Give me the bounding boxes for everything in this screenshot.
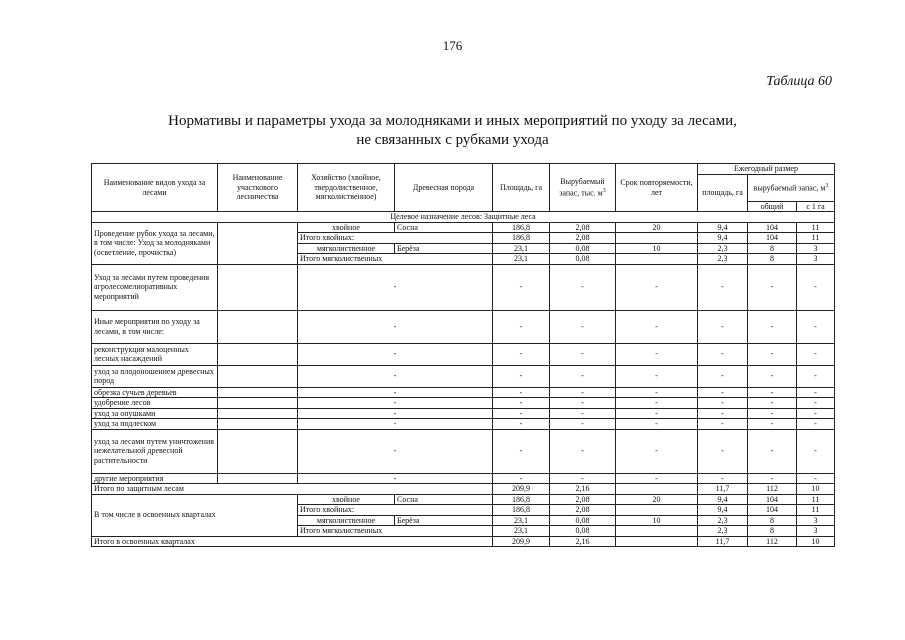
annual-per-ha-cell: 10: [797, 536, 835, 547]
economy-dash: -: [298, 264, 493, 310]
area-cell: 186,8: [493, 494, 550, 505]
stock-cell: 2,08: [550, 233, 616, 244]
period-dash: -: [616, 473, 698, 484]
annual-per-ha-dash: -: [797, 264, 835, 310]
annual-per-ha-cell: 3: [797, 526, 835, 537]
area-dash: -: [493, 419, 550, 430]
annual-total-cell: 8: [748, 243, 797, 254]
annual-area-cell: 2,3: [698, 526, 748, 537]
activity-row: [92, 473, 835, 484]
annual-total-dash: -: [748, 419, 797, 430]
economy-dash: -: [298, 365, 493, 387]
economy-cell: Итого мягколиственных: [298, 526, 493, 537]
forestry-cell: [218, 365, 298, 387]
annual-per-ha-dash: -: [797, 473, 835, 484]
stock-dash: -: [550, 264, 616, 310]
species-cell: Берёза: [395, 515, 493, 526]
economy-dash: -: [298, 387, 493, 398]
annual-area-cell: 9,4: [698, 494, 748, 505]
area-dash: -: [493, 343, 550, 365]
table-caption: Таблица 60: [766, 74, 832, 89]
annual-total-cell: 104: [748, 494, 797, 505]
header-per-ha: с 1 га: [797, 201, 835, 212]
area-dash: -: [493, 398, 550, 409]
stock-dash: -: [550, 387, 616, 398]
section-title: Целевое назначение лесов: Защитные леса: [92, 212, 835, 223]
economy-dash: -: [298, 408, 493, 419]
annual-total-cell: 104: [748, 222, 797, 233]
stock-cell: 0,08: [550, 243, 616, 254]
area-cell: 209,9: [493, 536, 550, 547]
economy-cell: Итого мягколиственных: [298, 254, 493, 265]
developed-label: В том числе в освоенных кварталах: [92, 494, 298, 536]
economy-dash: -: [298, 429, 493, 473]
economy-cell: мягколиственное: [298, 243, 395, 254]
header-economy: Хозяйство (хвойное, твердолиственное, мягколиственное): [298, 164, 395, 212]
area-dash: -: [493, 365, 550, 387]
species-cell: Сосна: [395, 222, 493, 233]
header-activity: Наименование видов ухода за лесами: [92, 164, 218, 212]
activity-cell: удобрение лесов: [92, 398, 218, 409]
period-cell: [616, 526, 698, 537]
annual-per-ha-cell: 3: [797, 254, 835, 265]
economy-cell: хвойное: [298, 222, 395, 233]
annual-total-dash: -: [748, 387, 797, 398]
activity-row: [92, 387, 835, 398]
header-forestry: Наименование участкового лесничества: [218, 164, 298, 212]
stock-cell: 0,08: [550, 515, 616, 526]
stock-dash: -: [550, 310, 616, 343]
economy-dash: -: [298, 343, 493, 365]
annual-total-dash: -: [748, 408, 797, 419]
title-line-2: не связанных с рубками ухода: [356, 132, 549, 148]
annual-per-ha-cell: 11: [797, 505, 835, 516]
area-cell: 23,1: [493, 515, 550, 526]
header-stock-sup: 3: [602, 187, 606, 194]
annual-per-ha-cell: 11: [797, 222, 835, 233]
header-annual-stock-text: вырубаемый запас, м: [753, 183, 826, 193]
economy-cell: мягколиственное: [298, 515, 395, 526]
period-dash: -: [616, 419, 698, 430]
activity-row: [92, 429, 835, 473]
species-cell: Сосна: [395, 494, 493, 505]
stock-cell: 2,16: [550, 536, 616, 547]
stock-dash: -: [550, 365, 616, 387]
forestry-cell: [218, 222, 298, 264]
area-dash: -: [493, 387, 550, 398]
header-area: Площадь, га: [493, 164, 550, 212]
document-title: [0, 112, 905, 150]
annual-area-cell: 11,7: [698, 484, 748, 495]
area-dash: -: [493, 473, 550, 484]
annual-area-dash: -: [698, 408, 748, 419]
stock-cell: 0,08: [550, 254, 616, 265]
annual-total-cell: 104: [748, 233, 797, 244]
stock-dash: -: [550, 473, 616, 484]
forestry-cell: [218, 264, 298, 310]
total-protective-label: Итого по защитным лесам: [92, 484, 493, 495]
annual-total-cell: 8: [748, 254, 797, 265]
stock-dash: -: [550, 398, 616, 409]
forestry-cell: [218, 387, 298, 398]
stock-dash: -: [550, 408, 616, 419]
period-cell: 10: [616, 243, 698, 254]
period-dash: -: [616, 408, 698, 419]
annual-area-cell: 11,7: [698, 536, 748, 547]
annual-per-ha-dash: -: [797, 365, 835, 387]
area-cell: 23,1: [493, 254, 550, 265]
activity-cell: уход за опушками: [92, 408, 218, 419]
area-cell: 186,8: [493, 505, 550, 516]
activity-cell: другие мероприятия: [92, 473, 218, 484]
annual-area-cell: 2,3: [698, 254, 748, 265]
period-dash: -: [616, 387, 698, 398]
annual-per-ha-dash: -: [797, 408, 835, 419]
annual-per-ha-cell: 11: [797, 494, 835, 505]
total-protective-row: [92, 484, 835, 495]
header-annual-area: площадь, га: [698, 174, 748, 212]
stock-cell: 2,08: [550, 505, 616, 516]
total-developed-label: Итого в освоенных кварталах: [92, 536, 493, 547]
period-cell: [616, 505, 698, 516]
developed-row: [92, 494, 835, 505]
annual-area-cell: 9,4: [698, 505, 748, 516]
economy-cell: Итого хвойных:: [298, 233, 493, 244]
area-dash: -: [493, 429, 550, 473]
title-line-1: Нормативы и параметры ухода за молодняками и иных мероприятий по уходу за лесами,: [168, 113, 737, 129]
period-cell: [616, 233, 698, 244]
economy-cell: хвойное: [298, 494, 395, 505]
forestry-cell: [218, 408, 298, 419]
annual-per-ha-dash: -: [797, 398, 835, 409]
annual-total-dash: -: [748, 310, 797, 343]
forestry-cell: [218, 310, 298, 343]
page-number: 176: [442, 38, 463, 53]
economy-dash: -: [298, 310, 493, 343]
period-dash: -: [616, 310, 698, 343]
annual-area-dash: -: [698, 387, 748, 398]
period-cell: 20: [616, 494, 698, 505]
period-dash: -: [616, 429, 698, 473]
header-annual: Ежегодный размер: [698, 164, 835, 175]
activity-cell: уход за подлеском: [92, 419, 218, 430]
species-cell: Берёза: [395, 243, 493, 254]
stock-cell: 2,16: [550, 484, 616, 495]
activity-cell: Иные мероприятия по уходу за лесами, в том числе:: [92, 310, 218, 343]
forestry-cell: [218, 473, 298, 484]
annual-total-dash: -: [748, 398, 797, 409]
header-total: общий: [748, 201, 797, 212]
activity-cell: реконструкция малоценных лесных насаждений: [92, 343, 218, 365]
annual-area-dash: -: [698, 365, 748, 387]
economy-cell: Итого хвойных:: [298, 505, 493, 516]
annual-total-dash: -: [748, 429, 797, 473]
annual-area-cell: 9,4: [698, 233, 748, 244]
activity-cell: обрезка сучьев деревьев: [92, 387, 218, 398]
activity-row: [92, 365, 835, 387]
header-annual-stock-sup: 3: [825, 182, 829, 189]
activity-row: [92, 264, 835, 310]
annual-area-dash: -: [698, 310, 748, 343]
area-cell: 23,1: [493, 526, 550, 537]
period-dash: -: [616, 343, 698, 365]
period-cell: 20: [616, 222, 698, 233]
annual-per-ha-dash: -: [797, 387, 835, 398]
annual-total-dash: -: [748, 264, 797, 310]
stock-cell: 0,08: [550, 526, 616, 537]
table-body: [92, 212, 835, 547]
annual-per-ha-cell: 3: [797, 243, 835, 254]
area-dash: -: [493, 264, 550, 310]
section-row: [92, 212, 835, 223]
area-dash: -: [493, 408, 550, 419]
activity-row: [92, 408, 835, 419]
norms-table: [91, 163, 835, 547]
activity-row: [92, 419, 835, 430]
activity-cell: уход за плодоношением древесных пород: [92, 365, 218, 387]
annual-per-ha-dash: -: [797, 419, 835, 430]
annual-total-dash: -: [748, 473, 797, 484]
header-row-1: [92, 164, 835, 175]
stock-cell: 2,08: [550, 494, 616, 505]
annual-per-ha-dash: -: [797, 429, 835, 473]
period-cell: [616, 536, 698, 547]
annual-per-ha-dash: -: [797, 310, 835, 343]
annual-area-dash: -: [698, 419, 748, 430]
activity-cell: Проведение рубок ухода за лесами, в том числе: Уход за молодняками (осветление, прочистка): [92, 222, 218, 264]
area-cell: 23,1: [493, 243, 550, 254]
period-dash: -: [616, 264, 698, 310]
activity-cell: Уход за лесами путем проведения агролесомелиоративных мероприятий: [92, 264, 218, 310]
economy-dash: -: [298, 473, 493, 484]
activity-cell: уход за лесами путем уничтожения нежелательной древесной растительности: [92, 429, 218, 473]
header-species: Древесная порода: [395, 164, 493, 212]
header-period: Срок повторяемости, лет: [616, 164, 698, 212]
activity-row: [92, 343, 835, 365]
annual-area-dash: -: [698, 264, 748, 310]
stock-cell: 2,08: [550, 222, 616, 233]
annual-per-ha-cell: 11: [797, 233, 835, 244]
area-cell: 186,8: [493, 233, 550, 244]
annual-total-cell: 8: [748, 515, 797, 526]
annual-per-ha-cell: 10: [797, 484, 835, 495]
period-dash: -: [616, 398, 698, 409]
header-stock: [550, 164, 616, 212]
header-annual-stock: [748, 174, 835, 201]
activity-row: [92, 398, 835, 409]
stock-dash: -: [550, 419, 616, 430]
annual-total-dash: -: [748, 365, 797, 387]
economy-dash: -: [298, 419, 493, 430]
annual-area-dash: -: [698, 398, 748, 409]
annual-total-dash: -: [748, 343, 797, 365]
annual-per-ha-cell: 3: [797, 515, 835, 526]
annual-area-cell: 2,3: [698, 243, 748, 254]
period-cell: [616, 254, 698, 265]
annual-per-ha-dash: -: [797, 343, 835, 365]
forestry-cell: [218, 343, 298, 365]
area-dash: -: [493, 310, 550, 343]
period-cell: [616, 484, 698, 495]
annual-total-cell: 112: [748, 484, 797, 495]
economy-dash: -: [298, 398, 493, 409]
annual-area-dash: -: [698, 343, 748, 365]
group1-row: [92, 222, 835, 233]
annual-total-cell: 8: [748, 526, 797, 537]
annual-area-cell: 2,3: [698, 515, 748, 526]
area-cell: 186,8: [493, 222, 550, 233]
annual-area-cell: 9,4: [698, 222, 748, 233]
total-developed-row: [92, 536, 835, 547]
area-cell: 209,9: [493, 484, 550, 495]
annual-total-cell: 104: [748, 505, 797, 516]
period-cell: 10: [616, 515, 698, 526]
activity-row: [92, 310, 835, 343]
forestry-cell: [218, 398, 298, 409]
forestry-cell: [218, 429, 298, 473]
annual-area-dash: -: [698, 429, 748, 473]
annual-total-cell: 112: [748, 536, 797, 547]
stock-dash: -: [550, 429, 616, 473]
forestry-cell: [218, 419, 298, 430]
annual-area-dash: -: [698, 473, 748, 484]
header-stock-text: Вырубаемый запас, тыс. м: [559, 177, 605, 198]
stock-dash: -: [550, 343, 616, 365]
period-dash: -: [616, 365, 698, 387]
